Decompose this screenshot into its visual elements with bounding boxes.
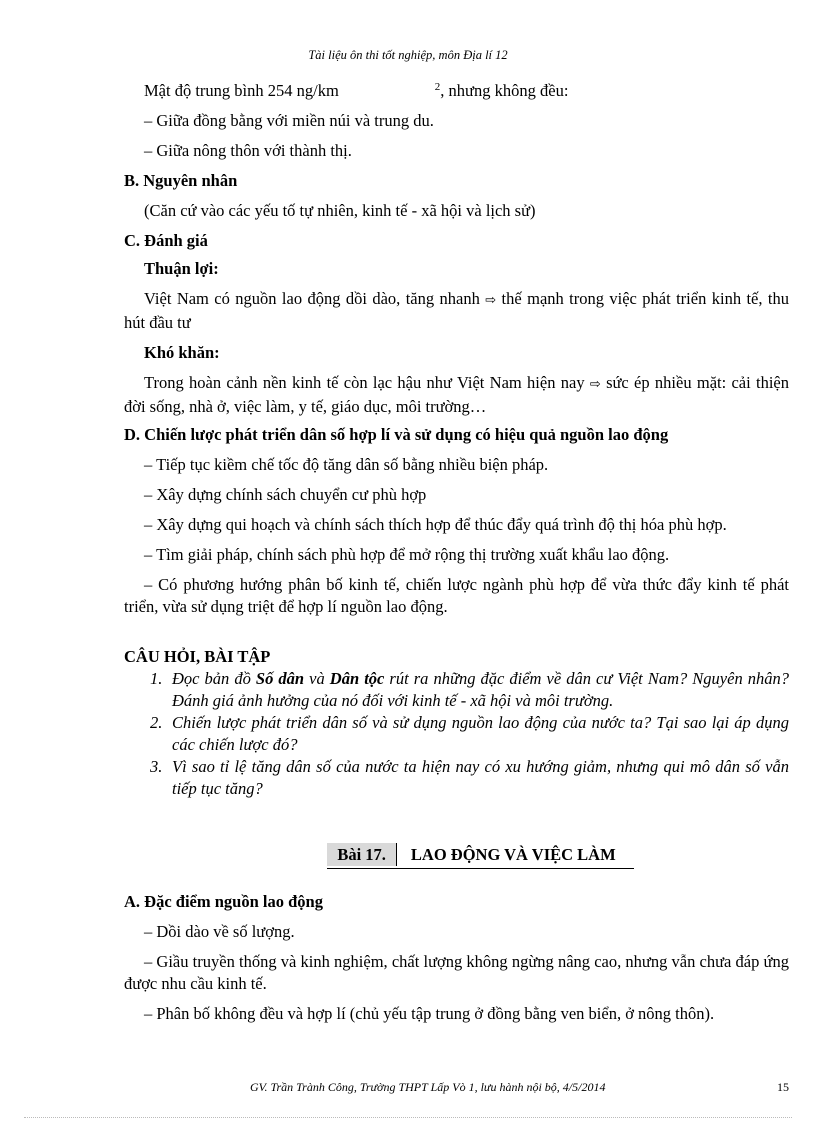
labor-item-text: – Giầu truyền thống và kinh nghiệm, chất lượng không ngừng nâng cao, nhưng vẫn chưa đáp ứng được nhu cầu kinh tế. (124, 952, 789, 993)
question-item (124, 712, 789, 756)
difficulties-title: Khó khăn: (144, 343, 220, 362)
lesson-number: Bài 17. (327, 843, 397, 866)
question-text: Chiến lược phát triển dân số và sử dụng nguồn lao động của nước ta? Tại sao lại áp dụng các chiến lược đó? (172, 713, 789, 754)
section-b-title: B. Nguyên nhân (124, 171, 238, 190)
question-number: 2. (150, 713, 163, 732)
page-number: 15 (777, 1080, 789, 1094)
question-text: Đọc bản đồ (172, 669, 256, 688)
strategy-item: – Xây dựng chính sách chuyển cư phù hợp (144, 485, 427, 504)
lesson-heading (327, 844, 633, 869)
strategy-item-text: – Xây dựng qui hoạch và chính sách thích hợp để thúc đẩy quá trình độ thị hóa phù hợp. (144, 515, 727, 534)
density-item: – Giữa nông thôn với thành thị. (144, 141, 352, 160)
advantages-part-b: thế mạnh trong việc phát triển kinh tế, thu hút đầu tư (124, 289, 789, 332)
difficulties-text (124, 372, 789, 418)
questions-title: CÂU HỎI, BÀI TẬP (124, 647, 271, 666)
density-line (124, 76, 789, 102)
strategy-item (124, 514, 789, 536)
question-number: 1. (150, 669, 163, 688)
strategy-item (124, 574, 789, 618)
question-text: Vì sao tỉ lệ tăng dân số của nước ta hiện nay có xu hướng giảm, nhưng qui mô dân số vẫn tiếp tục tăng? (172, 757, 789, 798)
page-bottom-divider (24, 1117, 792, 1118)
density-text: Mật độ trung bình 254 ng/km (144, 81, 339, 100)
footer-text: GV. Trần Trành Công, Trường THPT Lấp Vò 1, lưu hành nội bộ, 4/5/2014 (250, 1080, 606, 1094)
arrow-icon: ⇨ (485, 293, 497, 308)
question-text: rút ra những đặc điểm về dân cư Việt Nam? Nguyên nhân? Đánh giá ảnh hưởng của nó đối với kinh tế - xã hội và môi trường. (172, 669, 790, 710)
question-item (124, 668, 789, 712)
question-item (124, 756, 789, 800)
question-text: và (304, 669, 330, 688)
lesson-title: LAO ĐỘNG VÀ VIỆC LÀM (410, 845, 616, 864)
question-number: 3. (150, 757, 163, 776)
lesson-heading-wrap (124, 844, 789, 869)
density-text-end: , nhưng không đều: (440, 81, 569, 100)
advantages-text (124, 288, 789, 334)
labor-item (124, 951, 789, 995)
labor-item-text: – Phân bố không đều và hợp lí (chủ yếu tập trung ở đồng bằng ven biển, ở nông thôn). (144, 1004, 715, 1023)
advantages-title: Thuận lợi: (144, 259, 219, 278)
density-superscript: 2 (434, 81, 441, 93)
page-content (124, 76, 789, 1025)
arrow-icon: ⇨ (589, 377, 601, 392)
question-emphasis: Dân tộc (329, 669, 385, 688)
questions-list (124, 668, 789, 800)
section-a2-title: A. Đặc điểm nguồn lao động (124, 892, 323, 911)
strategy-item-text: – Có phương hướng phân bố kinh tế, chiến lược ngành phù hợp để vừa thức đẩy kinh tế phát triển, vừa sử dụng triệt để hợp lí nguồn lao động. (124, 575, 789, 616)
section-c-title: C. Đánh giá (124, 231, 208, 250)
labor-item (124, 1003, 789, 1025)
advantages-part-a: Việt Nam có nguồn lao động dồi dào, tăng nhanh (144, 289, 486, 308)
strategy-item: – Tiếp tục kiềm chế tốc độ tăng dân số bằng nhiều biện pháp. (144, 455, 549, 474)
question-emphasis: Số dân (255, 669, 305, 688)
running-header: Tài liệu ôn thi tốt nghiệp, môn Địa lí 12 (308, 48, 508, 62)
difficulties-part-a: Trong hoàn cảnh nền kinh tế còn lạc hậu như Việt Nam hiện nay (144, 373, 590, 392)
strategy-item: – Tìm giải pháp, chính sách phù hợp để mở rộng thị trường xuất khẩu lao động. (144, 545, 670, 564)
labor-item: – Dồi dào về số lượng. (144, 922, 295, 941)
section-b-text: (Căn cứ vào các yếu tố tự nhiên, kinh tế - xã hội và lịch sử) (144, 201, 536, 220)
density-item: – Giữa đồng bằng với miền núi và trung du. (144, 111, 434, 130)
section-d-title: D. Chiến lược phát triển dân số hợp lí và sử dụng có hiệu quả nguồn lao động (124, 425, 669, 444)
difficulties-part-b: sức ép nhiều mặt: cải thiện đời sống, nhà ở, việc làm, y tế, giáo dục, môi trường… (124, 373, 790, 416)
